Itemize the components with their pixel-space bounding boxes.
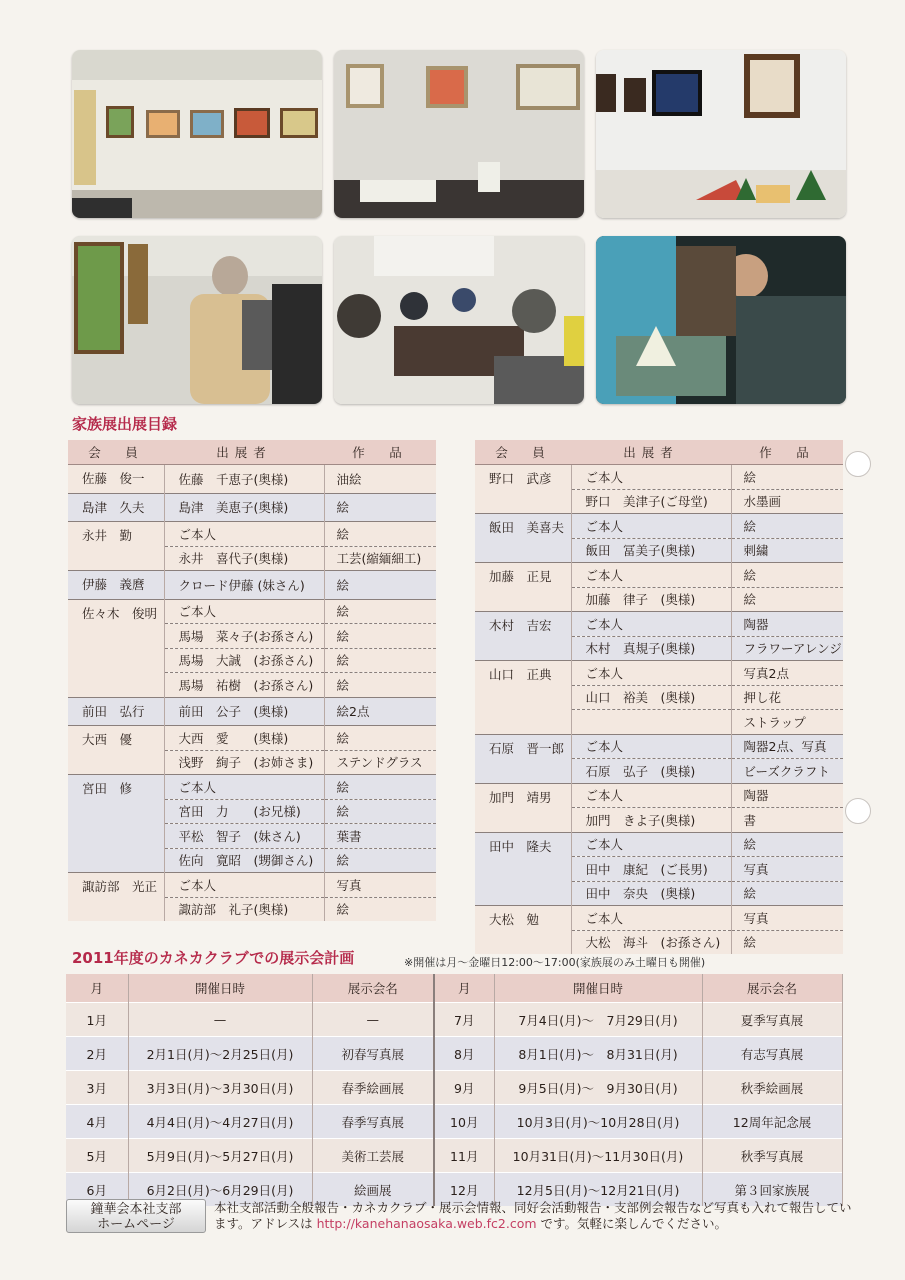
roster-row xyxy=(475,465,843,490)
roster-work: 陶器 xyxy=(731,783,843,808)
roster-work: 油絵 xyxy=(324,465,436,494)
roster-exhibitor: ご本人 xyxy=(571,906,731,931)
roster-work: 水墨画 xyxy=(731,489,843,514)
roster-row xyxy=(475,563,843,588)
roster-exhibitor: 野口 美津子(ご母堂) xyxy=(571,489,731,514)
roster-exhibitor: ご本人 xyxy=(164,873,324,898)
roster-row xyxy=(475,832,843,857)
roster-work: 絵 xyxy=(324,897,436,921)
roster-work: 写真 xyxy=(731,906,843,931)
schedule-cell: 11月 xyxy=(434,1139,494,1173)
roster-work: 絵 xyxy=(324,522,436,547)
roster-exhibitor: 加藤 律子 (奥様) xyxy=(571,587,731,612)
roster-exhibitor: ご本人 xyxy=(164,599,324,624)
schedule-header-cell: 月 xyxy=(66,974,128,1003)
roster-work: 陶器 xyxy=(731,612,843,637)
roster-work: 絵 xyxy=(731,881,843,906)
schedule-cell: 6月2日(月)～6月29日(月) xyxy=(128,1173,312,1207)
photo-paintings-table xyxy=(334,50,584,218)
schedule-header-cell: 月 xyxy=(434,974,494,1003)
schedule-cell: 12周年記念展 xyxy=(702,1105,842,1139)
roster-work: 押し花 xyxy=(731,685,843,710)
schedule-title: 2011年度のカネカクラブでの展示会計画 xyxy=(72,949,355,967)
schedule-cell: 有志写真展 xyxy=(702,1037,842,1071)
roster-member: 島津 久夫 xyxy=(68,493,164,522)
schedule-row xyxy=(66,1105,842,1139)
schedule-header-cell: 展示会名 xyxy=(312,974,434,1003)
roster-work: フラワーアレンジ xyxy=(731,636,843,661)
roster-work: 絵 xyxy=(731,832,843,857)
roster-member: 石原 晋一郎 xyxy=(475,734,571,783)
roster-work: ステンドグラス xyxy=(324,750,436,775)
roster-row xyxy=(68,726,436,751)
homepage-text-after: です。気軽に楽しんでください。 xyxy=(536,1216,728,1231)
schedule-cell: 初春写真展 xyxy=(312,1037,434,1071)
roster-exhibitor: ご本人 xyxy=(164,522,324,547)
roster-row xyxy=(475,514,843,539)
roster-row xyxy=(68,571,436,600)
roster-member: 大松 勉 xyxy=(475,906,571,955)
roster-member: 加藤 正見 xyxy=(475,563,571,612)
punch-hole-top xyxy=(845,451,871,477)
schedule-row xyxy=(66,1037,842,1071)
roster-exhibitor: 宮田 力 (お兄様) xyxy=(164,799,324,824)
roster-header-cell: 作 品 xyxy=(731,440,843,465)
roster-row xyxy=(68,465,436,494)
punch-hole-bottom xyxy=(845,798,871,824)
roster-work: 絵 xyxy=(731,587,843,612)
schedule-cell: 12月5日(月)～12月21日(月) xyxy=(494,1173,702,1207)
roster-member: 佐々木 俊明 xyxy=(68,599,164,697)
roster-row xyxy=(475,906,843,931)
roster-exhibitor: ご本人 xyxy=(571,734,731,759)
roster-row xyxy=(68,775,436,800)
photo-visitors-hall xyxy=(72,236,322,404)
roster-member: 伊藤 義麿 xyxy=(68,571,164,600)
roster-exhibitor: 大松 海斗 (お孫さん) xyxy=(571,930,731,954)
roster-exhibitor: 平松 智子 (妹さん) xyxy=(164,824,324,849)
schedule-cell: 春季絵画展 xyxy=(312,1071,434,1105)
schedule-cell: — xyxy=(312,1003,434,1037)
roster-work: 写真 xyxy=(324,873,436,898)
roster-table-left xyxy=(68,440,436,921)
roster-work: 絵 xyxy=(324,599,436,624)
roster-member: 永井 勤 xyxy=(68,522,164,571)
schedule-cell: 12月 xyxy=(434,1173,494,1207)
schedule-cell: 2月 xyxy=(66,1037,128,1071)
schedule-header-row xyxy=(66,974,842,1003)
homepage-description xyxy=(214,1200,854,1232)
roster-header-cell: 会 員 xyxy=(475,440,571,465)
homepage-text-before: 本社支部活動全般報告・カネカクラブ・展示会情報、同好会活動報告・支部例会報告など写真も入れて報告しています。アドレスは xyxy=(214,1200,852,1231)
roster-work: 絵2点 xyxy=(324,697,436,726)
roster-row xyxy=(68,599,436,624)
roster-exhibitor: ご本人 xyxy=(571,783,731,808)
roster-exhibitor: ご本人 xyxy=(571,465,731,490)
roster-work: 絵 xyxy=(731,465,843,490)
schedule-row xyxy=(66,1003,842,1037)
roster-header-cell: 出展者 xyxy=(164,440,324,465)
photo-model-village xyxy=(596,50,846,218)
roster-table-right xyxy=(475,440,843,954)
roster-exhibitor: 馬場 祐樹 (お孫さん) xyxy=(164,673,324,698)
roster-work: 絵 xyxy=(324,726,436,751)
schedule-cell: 3月3日(月)～3月30日(月) xyxy=(128,1071,312,1105)
schedule-cell: 7月4日(月)～ 7月29日(月) xyxy=(494,1003,702,1037)
schedule-cell: 絵画展 xyxy=(312,1173,434,1207)
roster-exhibitor: 田中 康紀 (ご長男) xyxy=(571,857,731,882)
photo-meeting-table xyxy=(334,236,584,404)
roster-work: 絵 xyxy=(324,799,436,824)
schedule-cell: 第３回家族展 xyxy=(702,1173,842,1207)
homepage-url-link[interactable]: http://kanehanaosaka.web.fc2.com xyxy=(316,1216,537,1231)
roster-member: 野口 武彦 xyxy=(475,465,571,514)
roster-exhibitor: 馬場 菜々子(お孫さん) xyxy=(164,624,324,649)
schedule-cell: 4月 xyxy=(66,1105,128,1139)
roster-row xyxy=(475,734,843,759)
roster-work: 絵 xyxy=(324,624,436,649)
roster-row xyxy=(68,522,436,547)
roster-work: 絵 xyxy=(324,493,436,522)
schedule-table xyxy=(66,974,843,1206)
roster-exhibitor: 佐藤 千恵子(奥様) xyxy=(164,465,324,494)
homepage-badge xyxy=(66,1199,206,1233)
schedule-header-cell: 開催日時 xyxy=(128,974,312,1003)
roster-exhibitor: 木村 真規子(奥様) xyxy=(571,636,731,661)
roster-member: 宮田 修 xyxy=(68,775,164,873)
roster-work: 絵 xyxy=(324,673,436,698)
roster-exhibitor: 大西 愛 (奥様) xyxy=(164,726,324,751)
homepage-badge-line2: ホームページ xyxy=(97,1217,175,1232)
roster-exhibitor: 飯田 冨美子(奥様) xyxy=(571,538,731,563)
roster-member: 前田 弘行 xyxy=(68,697,164,726)
roster-work: 陶器2点、写真 xyxy=(731,734,843,759)
schedule-cell: 夏季写真展 xyxy=(702,1003,842,1037)
roster-member: 大西 優 xyxy=(68,726,164,775)
schedule-cell: 9月5日(月)～ 9月30日(月) xyxy=(494,1071,702,1105)
roster-member: 山口 正典 xyxy=(475,661,571,735)
photo-gallery-wall xyxy=(72,50,322,218)
schedule-note: ※開催は月～金曜日12:00～17:00(家族展のみ土曜日も開催) xyxy=(404,956,706,969)
schedule-cell: 秋季絵画展 xyxy=(702,1071,842,1105)
roster-exhibitor: 前田 公子 (奥様) xyxy=(164,697,324,726)
schedule-cell: 秋季写真展 xyxy=(702,1139,842,1173)
roster-member: 田中 隆夫 xyxy=(475,832,571,906)
roster-row xyxy=(68,873,436,898)
schedule-cell: 美術工芸展 xyxy=(312,1139,434,1173)
schedule-header-cell: 開催日時 xyxy=(494,974,702,1003)
roster-member: 飯田 美喜夫 xyxy=(475,514,571,563)
roster-member: 加門 靖男 xyxy=(475,783,571,832)
roster-exhibitor: ご本人 xyxy=(571,661,731,686)
roster-exhibitor: 島津 美恵子(奥様) xyxy=(164,493,324,522)
roster-member: 佐藤 俊一 xyxy=(68,465,164,494)
roster-header-row xyxy=(68,440,436,465)
schedule-cell: 8月1日(月)～ 8月31日(月) xyxy=(494,1037,702,1071)
roster-exhibitor: ご本人 xyxy=(571,612,731,637)
roster-member: 木村 吉宏 xyxy=(475,612,571,661)
roster-exhibitor: 浅野 絢子 (お姉さま) xyxy=(164,750,324,775)
roster-exhibitor: ご本人 xyxy=(571,832,731,857)
roster-work: 刺繍 xyxy=(731,538,843,563)
schedule-cell: 10月 xyxy=(434,1105,494,1139)
roster-exhibitor: ご本人 xyxy=(571,563,731,588)
roster-member: 諏訪部 光正 xyxy=(68,873,164,922)
roster-exhibitor: 田中 奈央 (奥様) xyxy=(571,881,731,906)
roster-work: 絵 xyxy=(731,514,843,539)
roster-exhibitor: クロード伊藤 (妹さん) xyxy=(164,571,324,600)
schedule-cell: 6月 xyxy=(66,1173,128,1207)
schedule-cell: 7月 xyxy=(434,1003,494,1037)
roster-work: 工芸(縮緬細工) xyxy=(324,546,436,571)
roster-row xyxy=(68,493,436,522)
roster-row xyxy=(475,661,843,686)
roster-work: 絵 xyxy=(324,571,436,600)
roster-exhibitor: 永井 喜代子(奥様) xyxy=(164,546,324,571)
roster-exhibitor: 石原 弘子 (奥様) xyxy=(571,759,731,784)
roster-header-cell: 会 員 xyxy=(68,440,164,465)
schedule-cell: 5月 xyxy=(66,1139,128,1173)
schedule-cell: 1月 xyxy=(66,1003,128,1037)
roster-row xyxy=(475,612,843,637)
schedule-header-cell: 展示会名 xyxy=(702,974,842,1003)
roster-row xyxy=(475,783,843,808)
schedule-cell: 9月 xyxy=(434,1071,494,1105)
schedule-cell: 8月 xyxy=(434,1037,494,1071)
roster-work: 写真2点 xyxy=(731,661,843,686)
roster-work: 書 xyxy=(731,808,843,833)
roster-exhibitor: ご本人 xyxy=(164,775,324,800)
schedule-cell: 5月9日(月)～5月27日(月) xyxy=(128,1139,312,1173)
roster-work: 絵 xyxy=(324,848,436,873)
schedule-cell: 春季写真展 xyxy=(312,1105,434,1139)
schedule-cell: — xyxy=(128,1003,312,1037)
roster-header-cell: 出展者 xyxy=(571,440,731,465)
roster-exhibitor: 加門 きよ子(奥様) xyxy=(571,808,731,833)
roster-exhibitor: 諏訪部 礼子(奥様) xyxy=(164,897,324,921)
roster-work: ビーズクラフト xyxy=(731,759,843,784)
roster-title: 家族展出展目録 xyxy=(72,415,178,433)
roster-header-cell: 作 品 xyxy=(324,440,436,465)
schedule-cell: 3月 xyxy=(66,1071,128,1105)
roster-work: 葉書 xyxy=(324,824,436,849)
roster-exhibitor: ご本人 xyxy=(571,514,731,539)
schedule-cell: 2月1日(月)～2月25日(月) xyxy=(128,1037,312,1071)
roster-exhibitor xyxy=(571,710,731,735)
roster-exhibitor: 佐向 寛昭 (甥御さん) xyxy=(164,848,324,873)
photo-viewing-model xyxy=(596,236,846,404)
schedule-cell: 10月3日(月)～10月28日(月) xyxy=(494,1105,702,1139)
schedule-row xyxy=(66,1139,842,1173)
roster-work: 絵 xyxy=(731,563,843,588)
roster-row xyxy=(68,697,436,726)
schedule-cell: 4月4日(月)～4月27日(月) xyxy=(128,1105,312,1139)
roster-work: 絵 xyxy=(324,775,436,800)
roster-exhibitor: 馬場 大誠 (お孫さん) xyxy=(164,648,324,673)
schedule-cell: 10月31日(月)～11月30日(月) xyxy=(494,1139,702,1173)
roster-work: ストラップ xyxy=(731,710,843,735)
roster-work: 絵 xyxy=(731,930,843,954)
roster-work: 写真 xyxy=(731,857,843,882)
roster-work: 絵 xyxy=(324,648,436,673)
roster-header-row xyxy=(475,440,843,465)
homepage-badge-line1: 鐘華会本社支部 xyxy=(90,1202,182,1217)
roster-exhibitor: 山口 裕美 (奥様) xyxy=(571,685,731,710)
schedule-row xyxy=(66,1071,842,1105)
